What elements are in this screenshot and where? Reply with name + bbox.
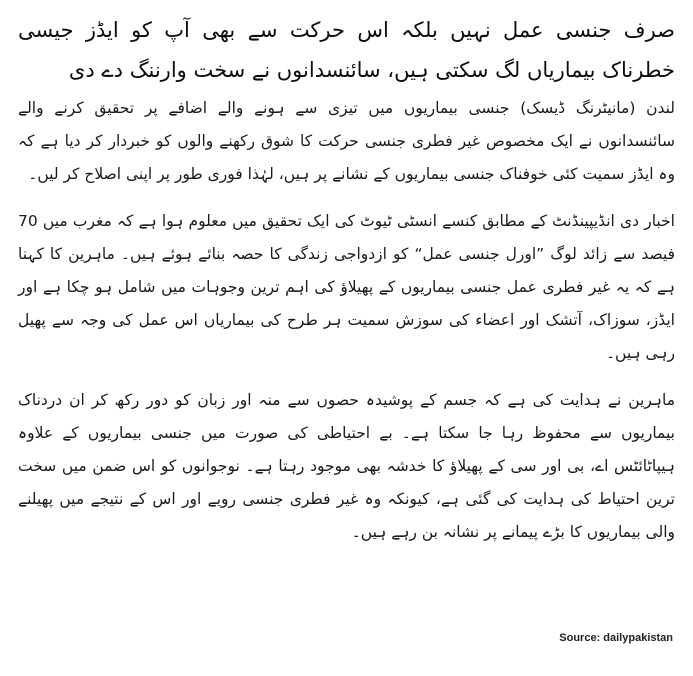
article-body [18, 10, 675, 563]
article-paragraph-3: ماہرین نے ہدایت کی ہے کہ جسم کے پوشیدہ حصوں سے منہ اور زبان کو دور رکھ کر ان دردناک بیماریوں سے محفوظ رہا جا سکتا ہے۔ بے احتیاطی کی صورت میں جنسی بیماریوں کے علاوہ ہیپاٹائٹس اے، بی اور سی کے پھیلاؤ کا خدشہ بھی موجود رہتا ہے۔ نوجوانوں کو اس ضمن میں سخت ترین احتیاط کی ہدایت کی گئی ہے، کیونکہ وہ غیر فطری جنسی رویے اور اس کے نتیجے میں پھیلنے والی بیماریوں کا بڑے پیمانے پر نشانہ بن رہے ہیں۔ [18, 391, 675, 541]
article-paragraph-1: لندن (مانیٹرنگ ڈیسک) جنسی بیماریوں میں تیزی سے ہونے والے اضافے پر تحقیق کرنے والے سائنسدانوں نے ایک مخصوص غیر فطری جنسی حرکت کا شوق رکھنے والوں کو خبردار کر دیا ہے کہ وہ ایڈز سمیت کئی خوفناک جنسی بیماریوں کے نشانے پر ہیں، لہٰذا فوری طور پر اپنی اصلاح کر لیں۔ [18, 99, 675, 183]
source-credit: Source: dailypakistan [559, 632, 673, 644]
article-paragraph-2: اخبار دی انڈیپینڈنٹ کے مطابق کنسے انسٹی ٹیوٹ کی ایک تحقیق میں معلوم ہوا ہے کہ مغرب میں 70 فیصد سے زائد لوگ ”اورل جنسی عمل“ کو ازدواجی زندگی کا حصہ بنائے ہوئے ہیں۔ ماہرین کا کہنا ہے کہ یہ غیر فطری عمل جنسی بیماریوں کے پھیلاؤ کی اہم ترین وجوہات میں شامل ہو چکا ہے اور ایڈز، سوزاک، آتشک اور اعضاء کی سوزش سمیت ہر طرح کی بیماریاں اس عمل کی وجہ سے پھیل رہی ہیں۔ [18, 212, 675, 362]
article-headline: صرف جنسی عمل نہیں بلکہ اس حرکت سے بھی آپ کو ایڈز جیسی خطرناک بیماریاں لگ سکتی ہیں، سائنسدانوں نے سخت وارننگ دے دی [18, 18, 675, 82]
